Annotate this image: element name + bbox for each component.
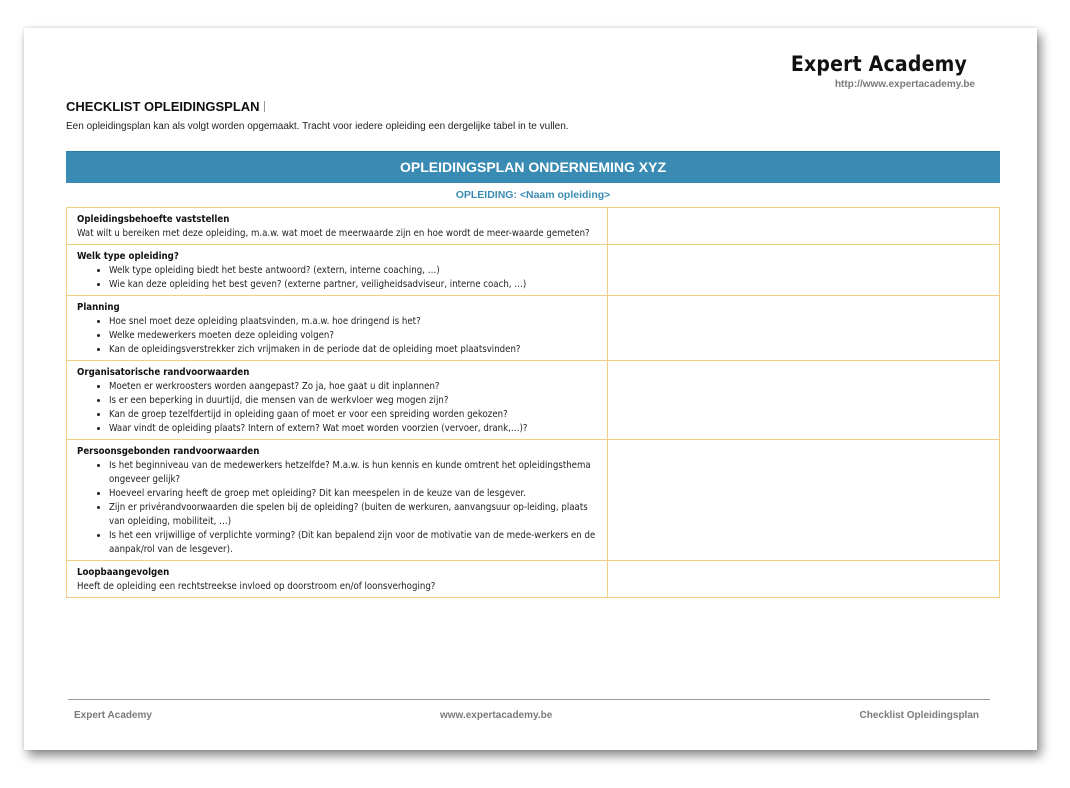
document-page	[24, 28, 1037, 750]
bullet-list	[77, 380, 597, 436]
table-row	[67, 440, 1000, 561]
answer-cell[interactable]	[608, 296, 1000, 361]
list-item: • Kan de opleidingsverstrekker zich vrijmaken in de periode dat de opleiding moet plaatsvinden?	[109, 343, 597, 357]
list-item: • Zijn er privérandvoorwaarden die spelen bij de opleiding? (buiten de werkuren, aanvangsuur op-leiding, plaats van opleiding, mobiliteit, …)	[109, 501, 597, 529]
list-item: • Kan de groep tezelfdertijd in opleiding gaan of moet er voor een spreiding worden gekozen?	[109, 408, 597, 422]
question-cell	[67, 296, 608, 361]
table-row	[67, 208, 1000, 245]
plan-table	[66, 207, 1000, 598]
question-cell	[67, 208, 608, 245]
document-title	[66, 99, 265, 114]
footer-center[interactable]: www.expertacademy.be	[440, 710, 553, 721]
list-item: • Is het beginniveau van de medewerkers hetzelfde? M.a.w. is hun kennis en kunde omtrent het opleidingsthema ongeveer gelijk?	[109, 459, 597, 487]
answer-cell[interactable]	[608, 561, 1000, 598]
question-cell	[67, 440, 608, 561]
row-heading: Loopbaangevolgen	[77, 567, 170, 578]
answer-cell[interactable]	[608, 361, 1000, 440]
footer-divider	[68, 699, 990, 700]
document-title-text: CHECKLIST OPLEIDINGSPLAN	[66, 99, 260, 114]
bullet-list	[77, 315, 597, 357]
list-item: • Wie kan deze opleiding het best geven? (externe partner, veiligheidsadviseur, interne coach, …)	[109, 278, 597, 292]
table-subtitle: OPLEIDING: <Naam opleiding>	[455, 189, 611, 201]
row-heading: Planning	[77, 302, 120, 313]
footer-right: Checklist Opleidingsplan	[859, 710, 979, 721]
table-row	[67, 296, 1000, 361]
document-intro: Een opleidingsplan kan als volgt worden opgemaakt. Tracht voor iedere opleiding een dergelijke tabel in te vullen.	[66, 121, 569, 132]
table-row	[67, 245, 1000, 296]
brand-url[interactable]: http://www.expertacademy.be	[834, 79, 975, 90]
list-item: • Waar vindt de opleiding plaats? Intern of extern? Wat moet worden voorzien (vervoer, drank,…)?	[109, 422, 597, 436]
list-item: • Hoeveel ervaring heeft de groep met opleiding? Dit kan meespelen in de keuze van de lesgever.	[109, 487, 597, 501]
text-cursor-icon	[264, 101, 265, 112]
question-cell	[67, 561, 608, 598]
list-item: • Welk type opleiding biedt het beste antwoord? (extern, interne coaching, …)	[109, 264, 597, 278]
row-heading: Welk type opleiding?	[77, 251, 179, 262]
brand-name: Expert Academy	[790, 52, 967, 76]
table-row	[67, 561, 1000, 598]
row-text: Heeft de opleiding een rechtstreekse invloed op doorstroom en/of loonsverhoging?	[77, 581, 436, 592]
footer-left: Expert Academy	[74, 710, 152, 721]
question-cell	[67, 245, 608, 296]
row-heading: Persoonsgebonden randvoorwaarden	[77, 446, 260, 457]
list-item: • Is er een beperking in duurtijd, die mensen van de werkvloer weg mogen zijn?	[109, 394, 597, 408]
row-text: Wat wilt u bereiken met deze opleiding, m.a.w. wat moet de meerwaarde zijn en hoe wordt de meer-waarde gemeten?	[77, 228, 590, 239]
bullet-list	[77, 459, 597, 557]
list-item: • Welke medewerkers moeten deze opleiding volgen?	[109, 329, 597, 343]
brand-block	[790, 52, 975, 90]
answer-cell[interactable]	[608, 245, 1000, 296]
row-heading: Organisatorische randvoorwaarden	[77, 367, 250, 378]
row-heading: Opleidingsbehoefte vaststellen	[77, 214, 230, 225]
question-cell	[67, 361, 608, 440]
bullet-list	[77, 264, 597, 292]
list-item: • Hoe snel moet deze opleiding plaatsvinden, m.a.w. hoe dringend is het?	[109, 315, 597, 329]
table-row	[67, 361, 1000, 440]
list-item: • Moeten er werkroosters worden aangepast? Zo ja, hoe gaat u dit inplannen?	[109, 380, 597, 394]
answer-cell[interactable]	[608, 440, 1000, 561]
table-banner: OPLEIDINGSPLAN ONDERNEMING XYZ	[66, 151, 1000, 183]
answer-cell[interactable]	[608, 208, 1000, 245]
list-item: • Is het een vrijwillige of verplichte vorming? (Dit kan bepalend zijn voor de motivatie van de mede-werkers en de aanpak/rol van de lesgever).	[109, 529, 597, 557]
